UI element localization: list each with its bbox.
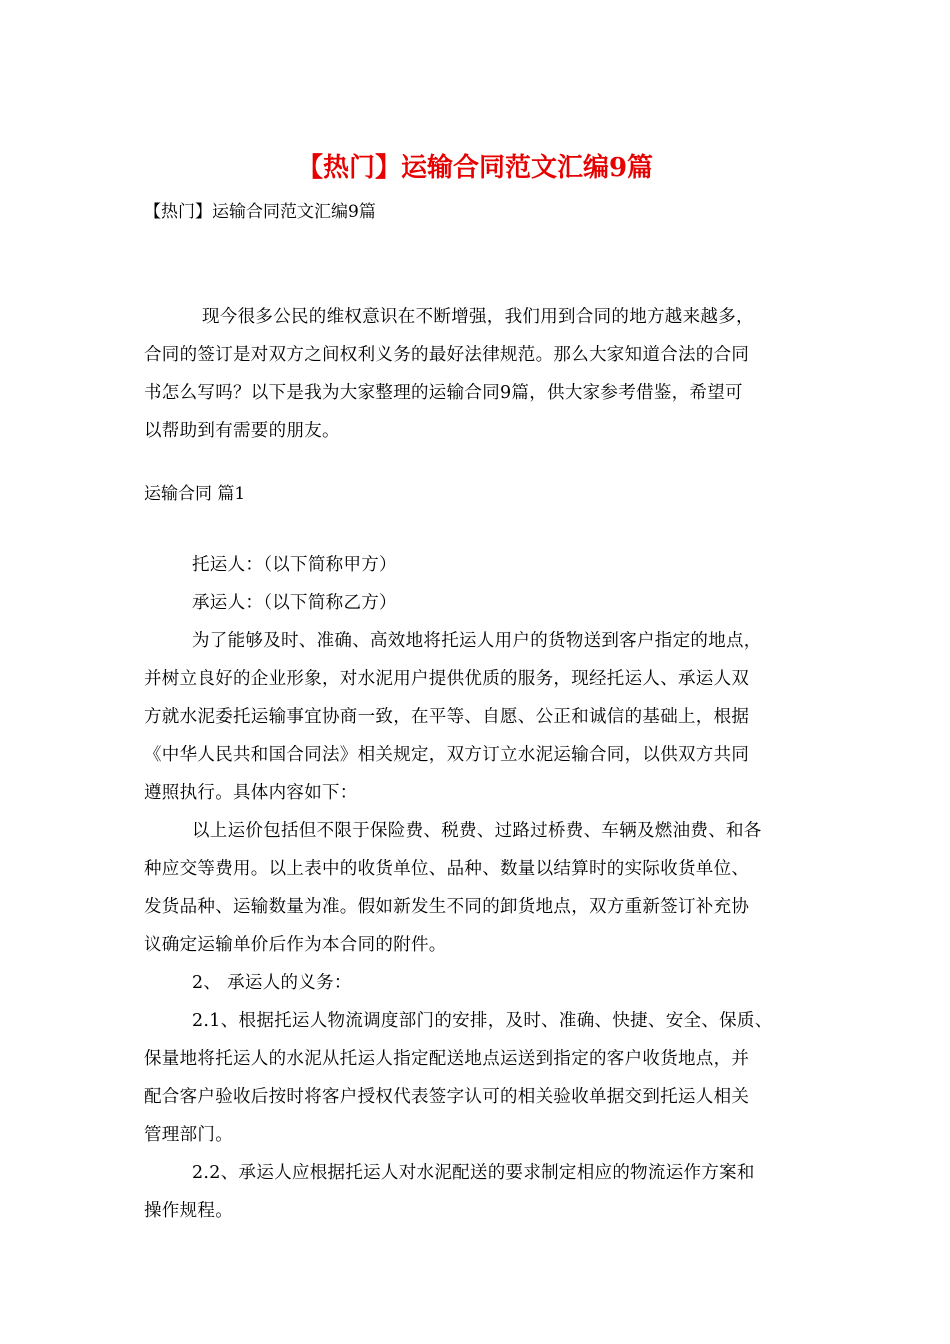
intro-line: 现今很多公民的维权意识在不断增强，我们用到合同的地方越来越多， (202, 307, 754, 327)
body-line: 配合客户验收后按时将客户授权代表签字认可的相关验收单据交到托运人相关 (144, 1087, 750, 1107)
contract-body (144, 546, 810, 1230)
section-heading: 运输合同 篇1 (144, 484, 246, 504)
body-line: 2、 承运人的义务： (192, 973, 352, 993)
intro-line: 以帮助到有需要的朋友。 (144, 421, 340, 441)
intro-line: 合同的签订是对双方之间权利义务的最好法律规范。那么大家知道合法的合同 (144, 345, 750, 365)
body-line: 承运人：（以下简称乙方） (192, 593, 397, 613)
body-line: 2.1、根据托运人物流调度部门的安排，及时、准确、快捷、安全、保质、 (192, 1011, 773, 1031)
body-line: 发货品种、运输数量为准。假如新发生不同的卸货地点，双方重新签订补充协 (144, 897, 750, 917)
body-line: 为了能够及时、准确、高效地将托运人用户的货物送到客户指定的地点， (192, 631, 762, 651)
document-subtitle: 【热门】运输合同范文汇编9篇 (144, 202, 376, 222)
intro-line: 书怎么写吗？以下是我为大家整理的运输合同9篇，供大家参考借鉴，希望可 (144, 383, 743, 403)
body-line: 保量地将托运人的水泥从托运人指定配送地点运送到指定的客户收货地点，并 (144, 1049, 750, 1069)
body-line: 并树立良好的企业形象，对水泥用户提供优质的服务，现经托运人、承运人双 (144, 669, 750, 689)
intro-paragraph (144, 298, 810, 450)
body-line: 以上运价包括但不限于保险费、税费、过路过桥费、车辆及燃油费、和各 (192, 821, 762, 841)
body-line: 2.2、承运人应根据托运人对水泥配送的要求制定相应的物流运作方案和 (192, 1163, 755, 1183)
body-line: 托运人：（以下简称甲方） (192, 555, 397, 575)
body-line: 《中华人民共和国合同法》相关规定，双方订立水泥运输合同，以供双方共同 (144, 745, 750, 765)
body-line: 方就水泥委托运输事宜协商一致，在平等、自愿、公正和诚信的基础上，根据 (144, 707, 750, 727)
body-line: 操作规程。 (144, 1201, 233, 1221)
body-line: 种应交等费用。以上表中的收货单位、品种、数量以结算时的实际收货单位、 (144, 859, 750, 879)
body-line: 遵照执行。具体内容如下： (144, 783, 358, 803)
document-title: 【热门】运输合同范文汇编9篇 (296, 153, 654, 183)
body-line: 管理部门。 (144, 1125, 233, 1145)
body-line: 议确定运输单价后作为本合同的附件。 (144, 935, 447, 955)
